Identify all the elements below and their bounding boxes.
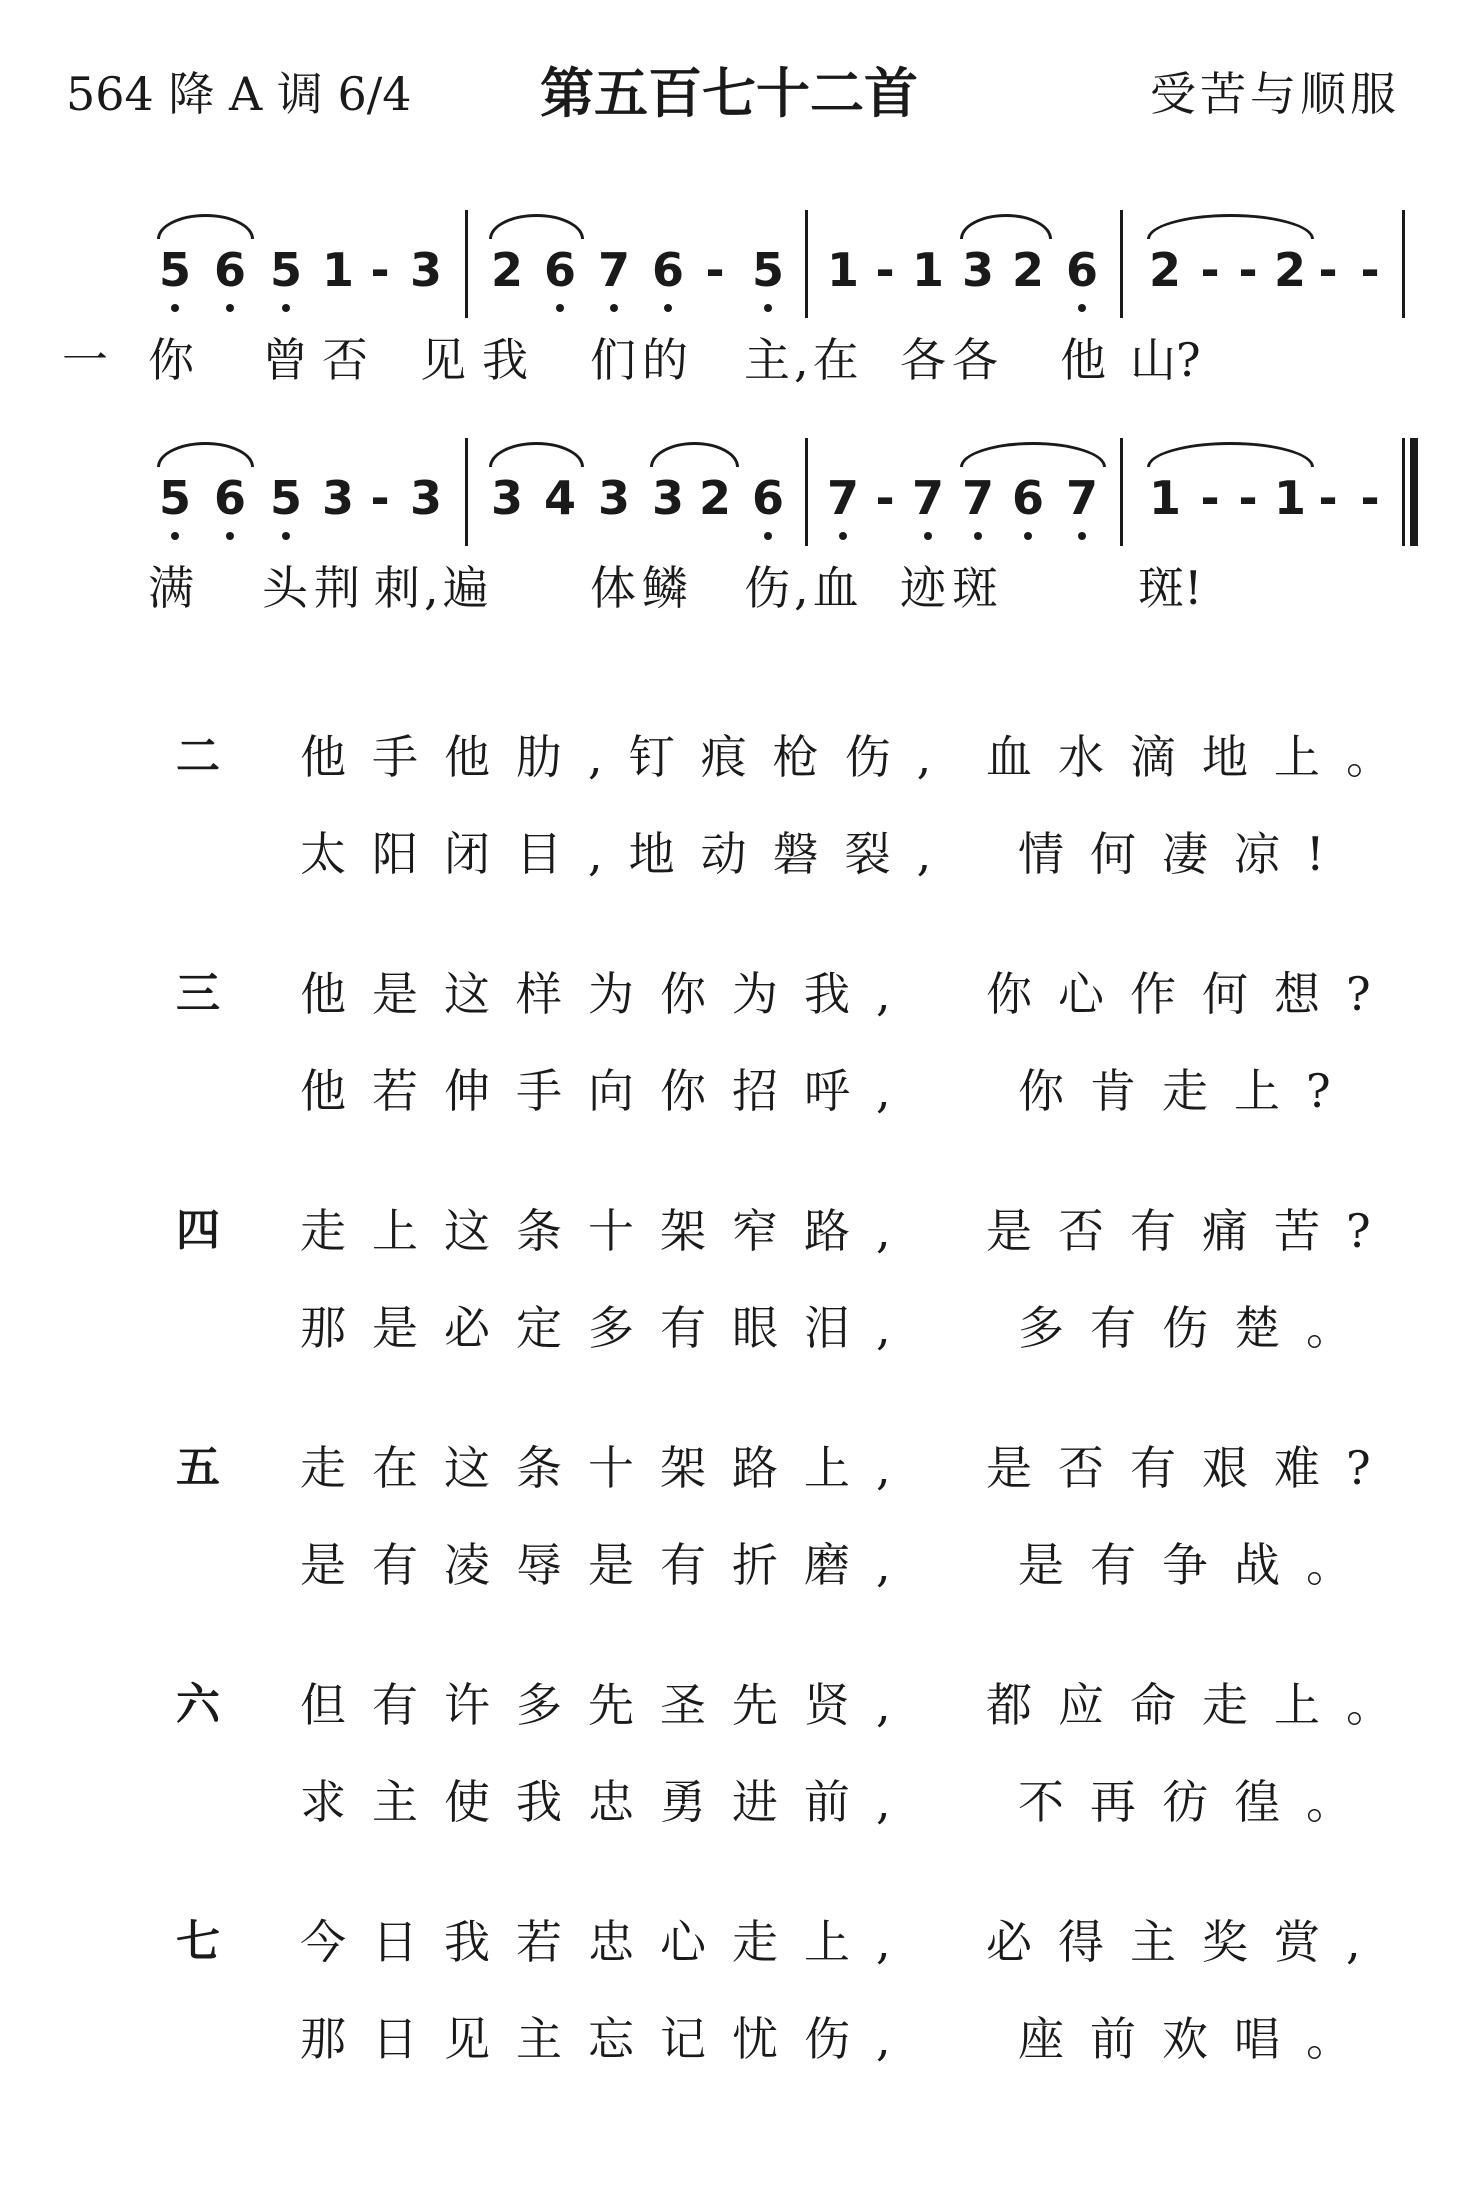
slur bbox=[489, 442, 584, 467]
octave-dot bbox=[610, 304, 618, 312]
octave-dot bbox=[226, 532, 234, 540]
lyric-syllable: 主,在 bbox=[744, 333, 863, 387]
octave-dot bbox=[764, 532, 772, 540]
hold-dash: - bbox=[1238, 243, 1258, 297]
verse-number: 四 bbox=[176, 1205, 220, 1256]
barline bbox=[465, 210, 468, 318]
note-digit: 1 bbox=[911, 243, 944, 297]
note-digit: 5 bbox=[269, 471, 302, 525]
note-digit: 1 bbox=[1273, 471, 1306, 525]
note-digit: 6 bbox=[213, 471, 246, 525]
note-digit: 7 bbox=[961, 471, 994, 525]
slur bbox=[960, 442, 1106, 467]
note-digit: 3 bbox=[321, 471, 354, 525]
octave-dot bbox=[764, 304, 772, 312]
slur bbox=[489, 214, 584, 239]
verse-line-1b: 血水滴地上。 bbox=[986, 730, 1418, 784]
verse-line-2a: 那是必定多有眼泪, bbox=[300, 1301, 917, 1355]
barline bbox=[1120, 210, 1123, 318]
notation-line-2 bbox=[0, 438, 1470, 558]
lyric-syllable: 们的 bbox=[590, 333, 694, 387]
verse-line-1b: 是否有艰难? bbox=[986, 1441, 1397, 1495]
note-digit: 3 bbox=[490, 471, 523, 525]
barline bbox=[1402, 210, 1405, 318]
verse-line-2a: 求主使我忠勇进前, bbox=[300, 1775, 917, 1829]
octave-dot bbox=[974, 532, 982, 540]
hold-dash: - bbox=[875, 243, 895, 297]
verse-number: 二 bbox=[176, 731, 220, 782]
octave-dot bbox=[282, 532, 290, 540]
note-digit: 6 bbox=[751, 471, 784, 525]
lyric-syllable: 我 bbox=[482, 333, 528, 387]
lyric-syllable: 头荆 bbox=[262, 561, 366, 615]
verse-line-2a: 太阳闭目,地动磐裂, bbox=[300, 827, 958, 881]
note-digit: 2 bbox=[490, 243, 523, 297]
hymn-number-key-time: 564 降 A 调 6/4 bbox=[66, 67, 412, 121]
note-digit: 5 bbox=[158, 243, 191, 297]
verse-line-2a: 是有凌辱是有折磨, bbox=[300, 1538, 917, 1592]
note-digit: 6 bbox=[651, 243, 684, 297]
hold-dash: - bbox=[1238, 471, 1258, 525]
note-digit: 1 bbox=[321, 243, 354, 297]
note-digit: 6 bbox=[543, 243, 576, 297]
octave-dot bbox=[924, 532, 932, 540]
lyric-syllable: 你 bbox=[148, 333, 194, 387]
verse-line-1a: 走上这条十架窄路, bbox=[300, 1204, 917, 1258]
verse-number: 七 bbox=[176, 1916, 220, 1967]
verse-line-1b: 必得主奖赏, bbox=[986, 1915, 1387, 1969]
octave-dot bbox=[664, 304, 672, 312]
hold-dash: - bbox=[370, 471, 390, 525]
note-digit: 7 bbox=[826, 471, 859, 525]
notation-line-1 bbox=[0, 210, 1470, 330]
slur bbox=[650, 442, 739, 467]
hold-dash: - bbox=[1318, 243, 1338, 297]
verse-line-1a: 走在这条十架路上, bbox=[300, 1441, 917, 1495]
octave-dot bbox=[556, 304, 564, 312]
slur bbox=[157, 442, 254, 467]
verse-line-2b: 多有伤楚。 bbox=[1018, 1301, 1378, 1355]
note-digit: 7 bbox=[911, 471, 944, 525]
hold-dash: - bbox=[1360, 243, 1380, 297]
octave-dot bbox=[226, 304, 234, 312]
verse-line-1b: 是否有痛苦? bbox=[986, 1204, 1397, 1258]
verse-number: 三 bbox=[176, 968, 220, 1019]
octave-dot bbox=[1024, 532, 1032, 540]
verse-line-2b: 你肯走上? bbox=[1018, 1064, 1357, 1118]
octave-dot bbox=[1078, 532, 1086, 540]
verse-line-2b: 座前欢唱。 bbox=[1018, 2012, 1378, 2066]
note-digit: 1 bbox=[826, 243, 859, 297]
hold-dash: - bbox=[705, 243, 725, 297]
note-digit: 6 bbox=[213, 243, 246, 297]
lyric-syllable: 伤,血 bbox=[744, 561, 863, 615]
hold-dash: - bbox=[875, 471, 895, 525]
lyric-syllable: 体鳞 bbox=[590, 561, 694, 615]
note-digit: 2 bbox=[1148, 243, 1181, 297]
verse-line-1a: 但有许多先圣先贤, bbox=[300, 1678, 917, 1732]
note-digit: 6 bbox=[1065, 243, 1098, 297]
note-digit: 1 bbox=[1148, 471, 1181, 525]
lyric-syllable: 见 bbox=[420, 333, 466, 387]
note-digit: 2 bbox=[1273, 243, 1306, 297]
note-digit: 7 bbox=[597, 243, 630, 297]
verse-line-2a: 他若伸手向你招呼, bbox=[300, 1064, 917, 1118]
note-digit: 3 bbox=[597, 471, 630, 525]
slur bbox=[157, 214, 254, 239]
lyric-syllable: 各各 bbox=[900, 333, 1004, 387]
hold-dash: - bbox=[1318, 471, 1338, 525]
verse-number: 五 bbox=[176, 1442, 220, 1493]
octave-dot bbox=[282, 304, 290, 312]
note-digit: 7 bbox=[1065, 471, 1098, 525]
verse-number: 六 bbox=[176, 1679, 220, 1730]
final-barline bbox=[1402, 438, 1405, 546]
hold-dash: - bbox=[1200, 471, 1220, 525]
slur bbox=[960, 214, 1052, 239]
barline bbox=[1120, 438, 1123, 546]
octave-dot bbox=[171, 532, 179, 540]
hold-dash: - bbox=[1200, 243, 1220, 297]
note-digit: 5 bbox=[158, 471, 191, 525]
slur bbox=[1147, 214, 1314, 239]
note-digit: 2 bbox=[1011, 243, 1044, 297]
note-digit: 3 bbox=[961, 243, 994, 297]
lyric-syllable: 曾否 bbox=[262, 333, 382, 387]
verse-line-1b: 都应命走上。 bbox=[986, 1678, 1418, 1732]
hold-dash: - bbox=[370, 243, 390, 297]
verse-line-1a: 他手他肋,钉痕枪伤, bbox=[300, 730, 958, 784]
slur bbox=[1147, 442, 1314, 467]
hymn-category: 受苦与顺服 bbox=[1150, 67, 1400, 121]
verse-line-1a: 今日我若忠心走上, bbox=[300, 1915, 917, 1969]
note-digit: 2 bbox=[698, 471, 731, 525]
verse-line-2b: 不再彷徨。 bbox=[1018, 1775, 1378, 1829]
lyric-syllable: 他 bbox=[1060, 333, 1106, 387]
note-digit: 6 bbox=[1011, 471, 1044, 525]
lyric-syllable: 迹斑 bbox=[900, 561, 1004, 615]
verse-line-2a: 那日见主忘记忧伤, bbox=[300, 2012, 917, 2066]
note-digit: 5 bbox=[751, 243, 784, 297]
lyric-syllable: 斑! bbox=[1138, 561, 1203, 615]
final-barline-thick bbox=[1410, 438, 1418, 546]
note-digit: 3 bbox=[651, 471, 684, 525]
note-digit: 3 bbox=[409, 471, 442, 525]
verse-line-2b: 情何凄凉! bbox=[1018, 827, 1351, 881]
octave-dot bbox=[171, 304, 179, 312]
note-digit: 4 bbox=[543, 471, 576, 525]
note-digit: 5 bbox=[269, 243, 302, 297]
octave-dot bbox=[839, 532, 847, 540]
hymn-title: 第五百七十二首 bbox=[540, 62, 918, 125]
note-digit: 3 bbox=[409, 243, 442, 297]
barline bbox=[465, 438, 468, 546]
octave-dot bbox=[1078, 304, 1086, 312]
verse-line-1b: 你心作何想? bbox=[986, 967, 1397, 1021]
lyric-syllable: 满 bbox=[148, 561, 194, 615]
barline bbox=[805, 210, 808, 318]
verse-line-1a: 他是这样为你为我, bbox=[300, 967, 917, 1021]
verse-line-2b: 是有争战。 bbox=[1018, 1538, 1378, 1592]
lyric-syllable: 刺,遍 bbox=[374, 561, 493, 615]
lyric-syllable: 山? bbox=[1130, 333, 1201, 387]
verse-number: 一 bbox=[62, 333, 108, 387]
barline bbox=[805, 438, 808, 546]
hold-dash: - bbox=[1360, 471, 1380, 525]
